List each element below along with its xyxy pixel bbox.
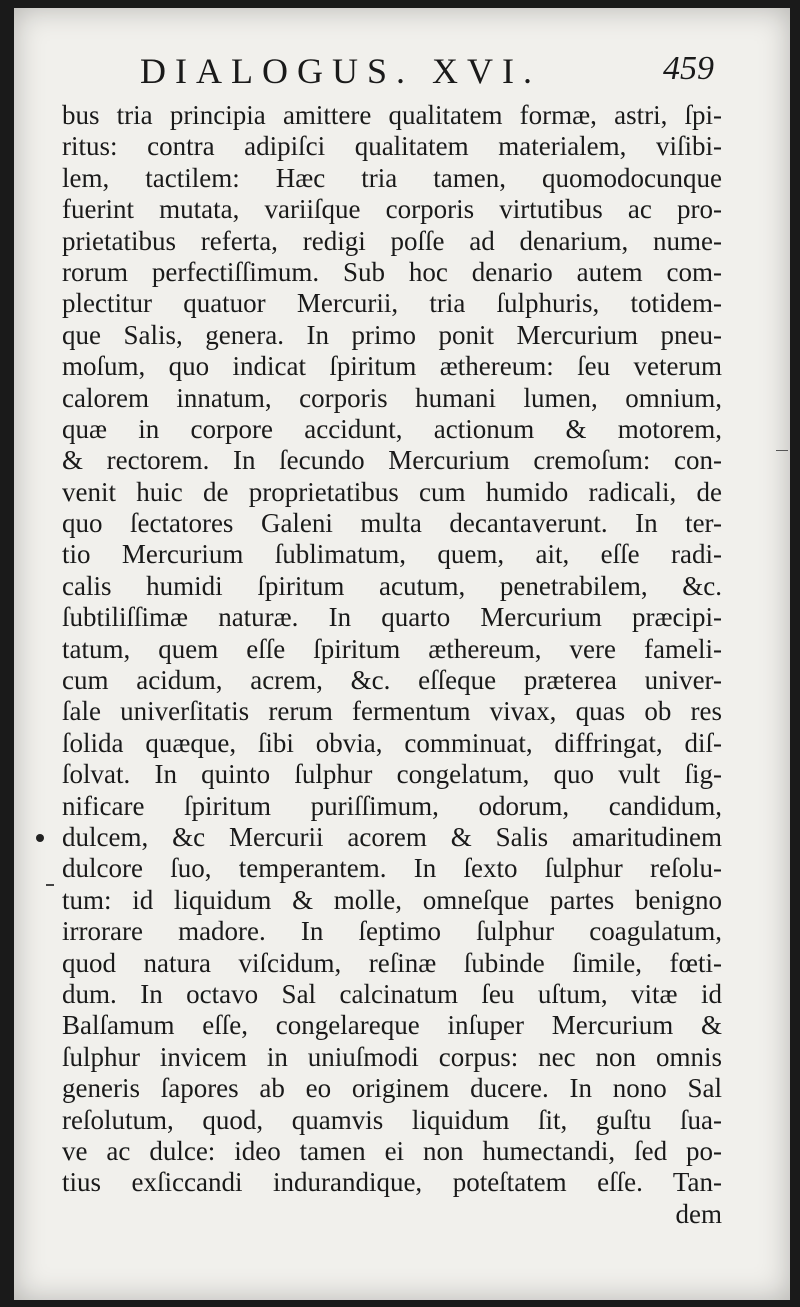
- text-line: bus tria principia amittere qualitatem formæ, astri, ſpi-: [62, 100, 722, 130]
- text-line: fuerint mutata, variiſque corporis virtutibus ac pro-: [62, 194, 722, 225]
- text-line: tatum, quem eſſe ſpiritum æthereum, vere fameli-: [62, 633, 722, 664]
- edge-ink-mark: [776, 450, 788, 451]
- text-line: calis humidi ſpiritum acutum, penetrabilem, &c.: [62, 570, 722, 601]
- book-page: [14, 8, 790, 1300]
- text-line: ſolvat. In quinto ſulphur congelatum, quo vult ſig-: [62, 759, 722, 790]
- text-line: plectitur quatuor Mercurii, tria ſulphuris, totidem-: [62, 288, 722, 319]
- text-line: ſale univerſitatis rerum fermentum vivax, quas ob res: [62, 696, 722, 727]
- text-line: ve ac dulce: ideo tamen ei non humectandi, ſed po-: [62, 1135, 722, 1166]
- text-line: tio Mercurium ſublimatum, quem, ait, eſſe radi-: [62, 539, 722, 570]
- text-line: quæ in corpore accidunt, actionum & motorem,: [62, 413, 722, 444]
- text-line: moſum, quo indicat ſpiritum æthereum: ſeu veterum: [62, 351, 722, 382]
- page-header: [124, 50, 724, 100]
- text-line: quod natura viſcidum, reſinæ ſubinde ſimile, fœti-: [62, 947, 722, 978]
- text-line: tum: id liquidum & molle, omneſque partes benigno: [62, 884, 722, 915]
- text-line: prietatibus referta, redigi poſſe ad denarium, nume-: [62, 225, 722, 256]
- text-line: generis ſapores ab eo originem ducere. In nono Sal: [62, 1073, 722, 1104]
- margin-ink-mark: [46, 884, 54, 886]
- text-line: ſolida quæque, ſibi obvia, comminuat, diffringat, diſ-: [62, 727, 722, 758]
- text-line: nificare ſpiritum puriſſimum, odorum, candidum,: [62, 790, 722, 821]
- text-line: Balſamum eſſe, congelareque inſuper Mercurium &: [62, 1010, 722, 1041]
- catchword: dem: [675, 1198, 722, 1229]
- text-line: dulcore ſuo, temperantem. In ſexto ſulphur reſolu-: [62, 853, 722, 884]
- text-line: dum. In octavo Sal calcinatum ſeu uſtum, vitæ id: [62, 978, 722, 1009]
- text-line: dulcem, &c Mercurii acorem & Salis amaritudinem: [62, 821, 722, 852]
- text-line: calorem innatum, corporis humani lumen, omnium,: [62, 382, 722, 413]
- text-line: ritus: contra adipiſci qualitatem materialem, viſibi-: [62, 131, 722, 162]
- text-line: lem, tactilem: Hæc tria tamen, quomodocunque: [62, 162, 722, 193]
- text-line: reſolutum, quod, quamvis liquidum ſit, guſtu ſua-: [62, 1104, 722, 1135]
- text-line: que Salis, genera. In primo ponit Mercurium pneu-: [62, 319, 722, 350]
- text-line: quo ſectatores Galeni multa decantaverunt. In ter-: [62, 508, 722, 539]
- margin-ink-dot: [36, 834, 44, 842]
- text-line: & rectorem. In ſecundo Mercurium cremoſum: con-: [62, 445, 722, 476]
- text-line: irrorare madore. In ſeptimo ſulphur coagulatum,: [62, 916, 722, 947]
- text-line: rorum perfectiſſimum. Sub hoc denario autem com-: [62, 256, 722, 287]
- text-line: ſubtiliſſimæ naturæ. In quarto Mercurium præcipi-: [62, 602, 722, 633]
- page-number: 459: [663, 50, 714, 87]
- running-head: DIALOGUS. XVI.: [140, 51, 541, 91]
- text-line: cum acidum, acrem, &c. eſſeque præterea univer-: [62, 665, 722, 696]
- text-line: venit huic de proprietatibus cum humido radicali, de: [62, 476, 722, 507]
- text-line: ſulphur invicem in uniuſmodi corpus: nec non omnis: [62, 1041, 722, 1072]
- text-line: tius exſiccandi indurandique, poteſtatem eſſe. Tan-: [62, 1167, 722, 1198]
- body-text: [62, 100, 722, 1230]
